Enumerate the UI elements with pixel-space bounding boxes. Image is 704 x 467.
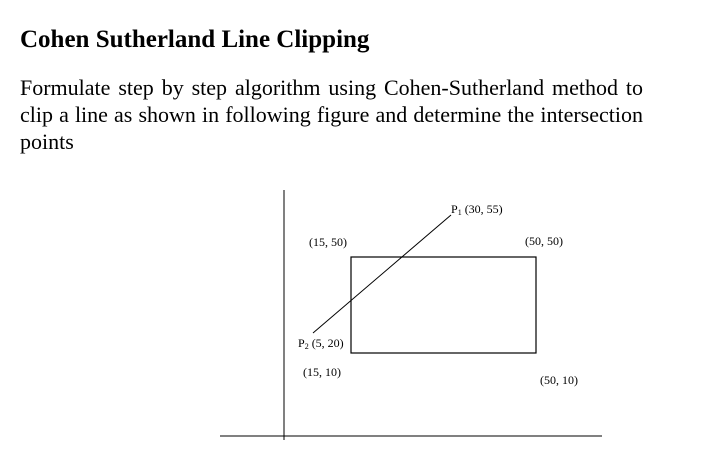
label-top-left-corner: (15, 50) [309,235,347,249]
label-top-right-corner: (50, 50) [525,234,563,248]
label-bottom-left-corner: (15, 10) [303,365,341,379]
label-bottom-right-corner: (50, 10) [540,373,578,387]
page-title: Cohen Sutherland Line Clipping [20,26,370,53]
line-segment-p1-p2 [313,215,451,333]
clipping-window [351,257,536,353]
label-p1: P1 (30, 55) [451,202,503,217]
problem-statement: Formulate step by step algorithm using Cohen-Sutherland method to clip a line as shown in following figure and determine the intersection points [20,75,643,154]
label-p2: P2 (5, 20) [298,336,344,351]
